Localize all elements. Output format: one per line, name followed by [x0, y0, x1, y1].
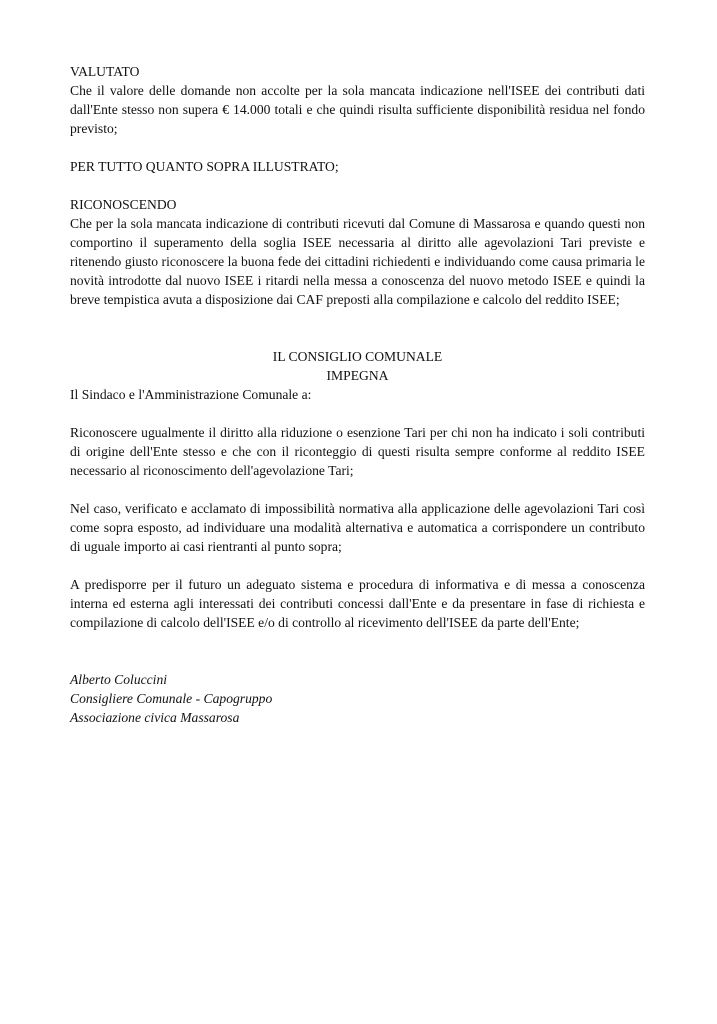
- point-3-paragraph: A predisporre per il futuro un adeguato sistema e procedura di informativa e di messa a conoscenza interna ed esterna agli interessati dei contributi concessi dall'Ente e da presentare in fase di richiesta e compilazione di calcolo dell'ISEE e/o di controllo al ricevimento dell'ISEE da parte dell'Ente;: [70, 577, 645, 630]
- point-2-paragraph: Nel caso, verificato e acclamato di impossibilità normativa alla applicazione delle agevolazioni Tari così come sopra esposto, ad individuare una modalità alternativa e automatica a corrispondere un contributo di uguale importo ai casi rientranti al punto sopra;: [70, 501, 645, 554]
- document-page: [70, 62, 645, 727]
- signature-association: Associazione civica Massarosa: [70, 710, 240, 725]
- valutato-paragraph: Che il valore delle domande non accolte per la sola mancata indicazione nell'ISEE dei contributi dati dall'Ente stesso non supera € 14.000 totali e che quindi risulta sufficiente disponibilità residua nel fondo previsto;: [70, 83, 645, 136]
- consiglio-heading: IL CONSIGLIO COMUNALE: [272, 349, 443, 364]
- point-1-paragraph: Riconoscere ugualmente il diritto alla riduzione o esenzione Tari per chi non ha indicato i soli contributi di origine dell'Ente stesso e che con il riconteggio di questi risulta sempre conforme al reddito ISEE necessario al riconoscimento dell'agevolazione Tari;: [70, 425, 645, 478]
- valutato-heading: VALUTATO: [70, 64, 140, 79]
- intro-line: Il Sindaco e l'Amministrazione Comunale a:: [70, 387, 312, 402]
- riconoscendo-heading: RICONOSCENDO: [70, 197, 177, 212]
- signature-role: Consigliere Comunale - Capogruppo: [70, 691, 273, 706]
- riconoscendo-paragraph: Che per la sola mancata indicazione di contributi ricevuti dal Comune di Massarosa e quando questi non comportino il superamento della soglia ISEE necessaria al diritto alle agevolazioni Tari previste e ritenendo giusto riconoscere la buona fede dei cittadini richiedenti e individuando come causa primaria le novità introdotte dal nuovo ISEE i ritardi nella messa a conoscenza del nuovo metodo ISEE e quindi la breve tempistica avuta a disposizione dai CAF preposti alla compilazione e calcolo del reddito ISEE;: [70, 216, 645, 307]
- signature-name: Alberto Coluccini: [70, 672, 168, 687]
- per-tutto-line: PER TUTTO QUANTO SOPRA ILLUSTRATO;: [70, 159, 339, 174]
- impegna-heading: IMPEGNA: [326, 368, 389, 383]
